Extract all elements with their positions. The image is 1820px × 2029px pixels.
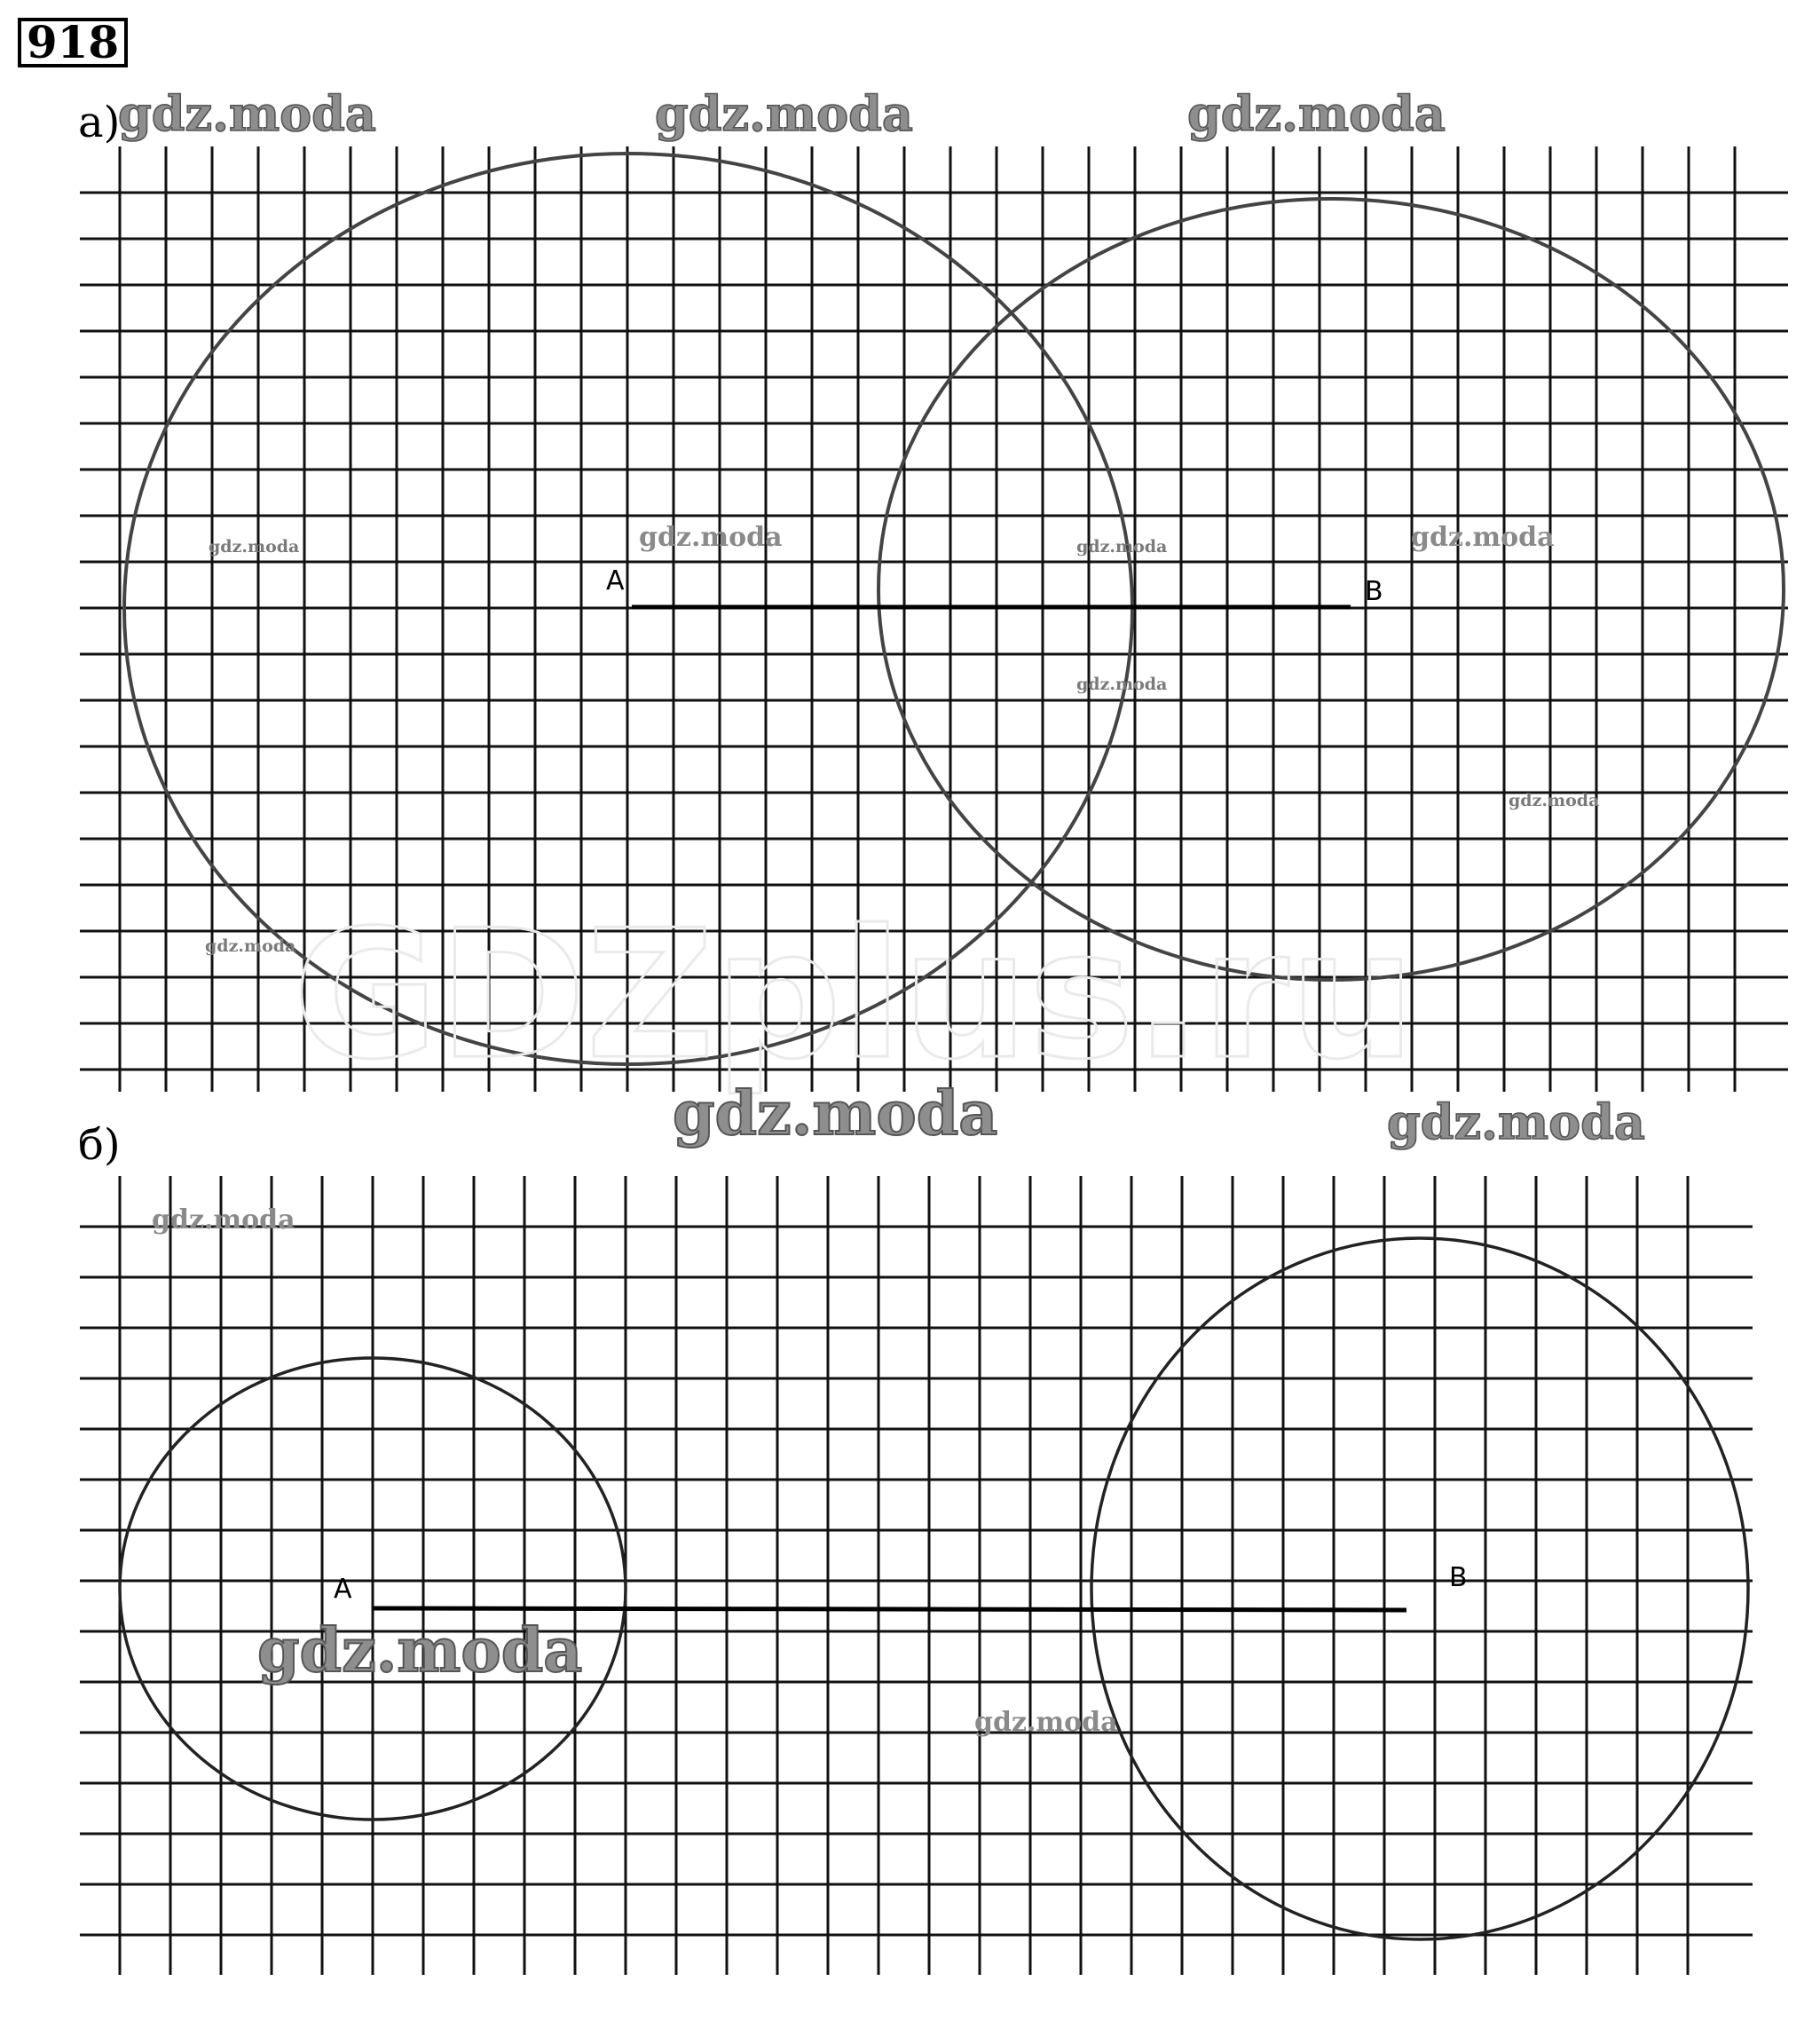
segment-ab-part-b [373,1608,1406,1610]
point-a-label-part-a: A [606,565,625,596]
point-b-label-part-a: B [1365,576,1383,607]
watermark: gdz.moda [673,1078,998,1149]
watermark: gdz.moda [152,1204,295,1236]
point-a-label-part-b: A [334,1574,352,1605]
watermark-large: GDZplus.ru [293,892,1416,1099]
part-a-label: а) [78,98,121,147]
watermark: gdz.moda [974,1707,1118,1738]
watermark: gdz.moda [1076,537,1168,557]
watermark: gdz.moda [639,522,783,553]
watermark: gdz.moda [118,85,376,142]
watermark: gdz.moda [1509,791,1600,810]
problem-number: 918 [18,18,128,67]
part-b-label: б) [78,1120,121,1170]
watermark: gdz.moda [1187,85,1446,142]
point-b-label-part-b: B [1449,1562,1468,1593]
watermark: gdz.moda [1076,675,1168,694]
watermark: gdz.moda [205,936,296,956]
grid-part-b [80,1176,1753,1975]
watermark: gdz.moda [1411,522,1555,553]
watermark: gdz.moda [209,537,300,557]
watermark: gdz.moda [1387,1093,1645,1150]
watermark: gdz.moda [257,1615,583,1686]
watermark: gdz.moda [655,85,913,142]
